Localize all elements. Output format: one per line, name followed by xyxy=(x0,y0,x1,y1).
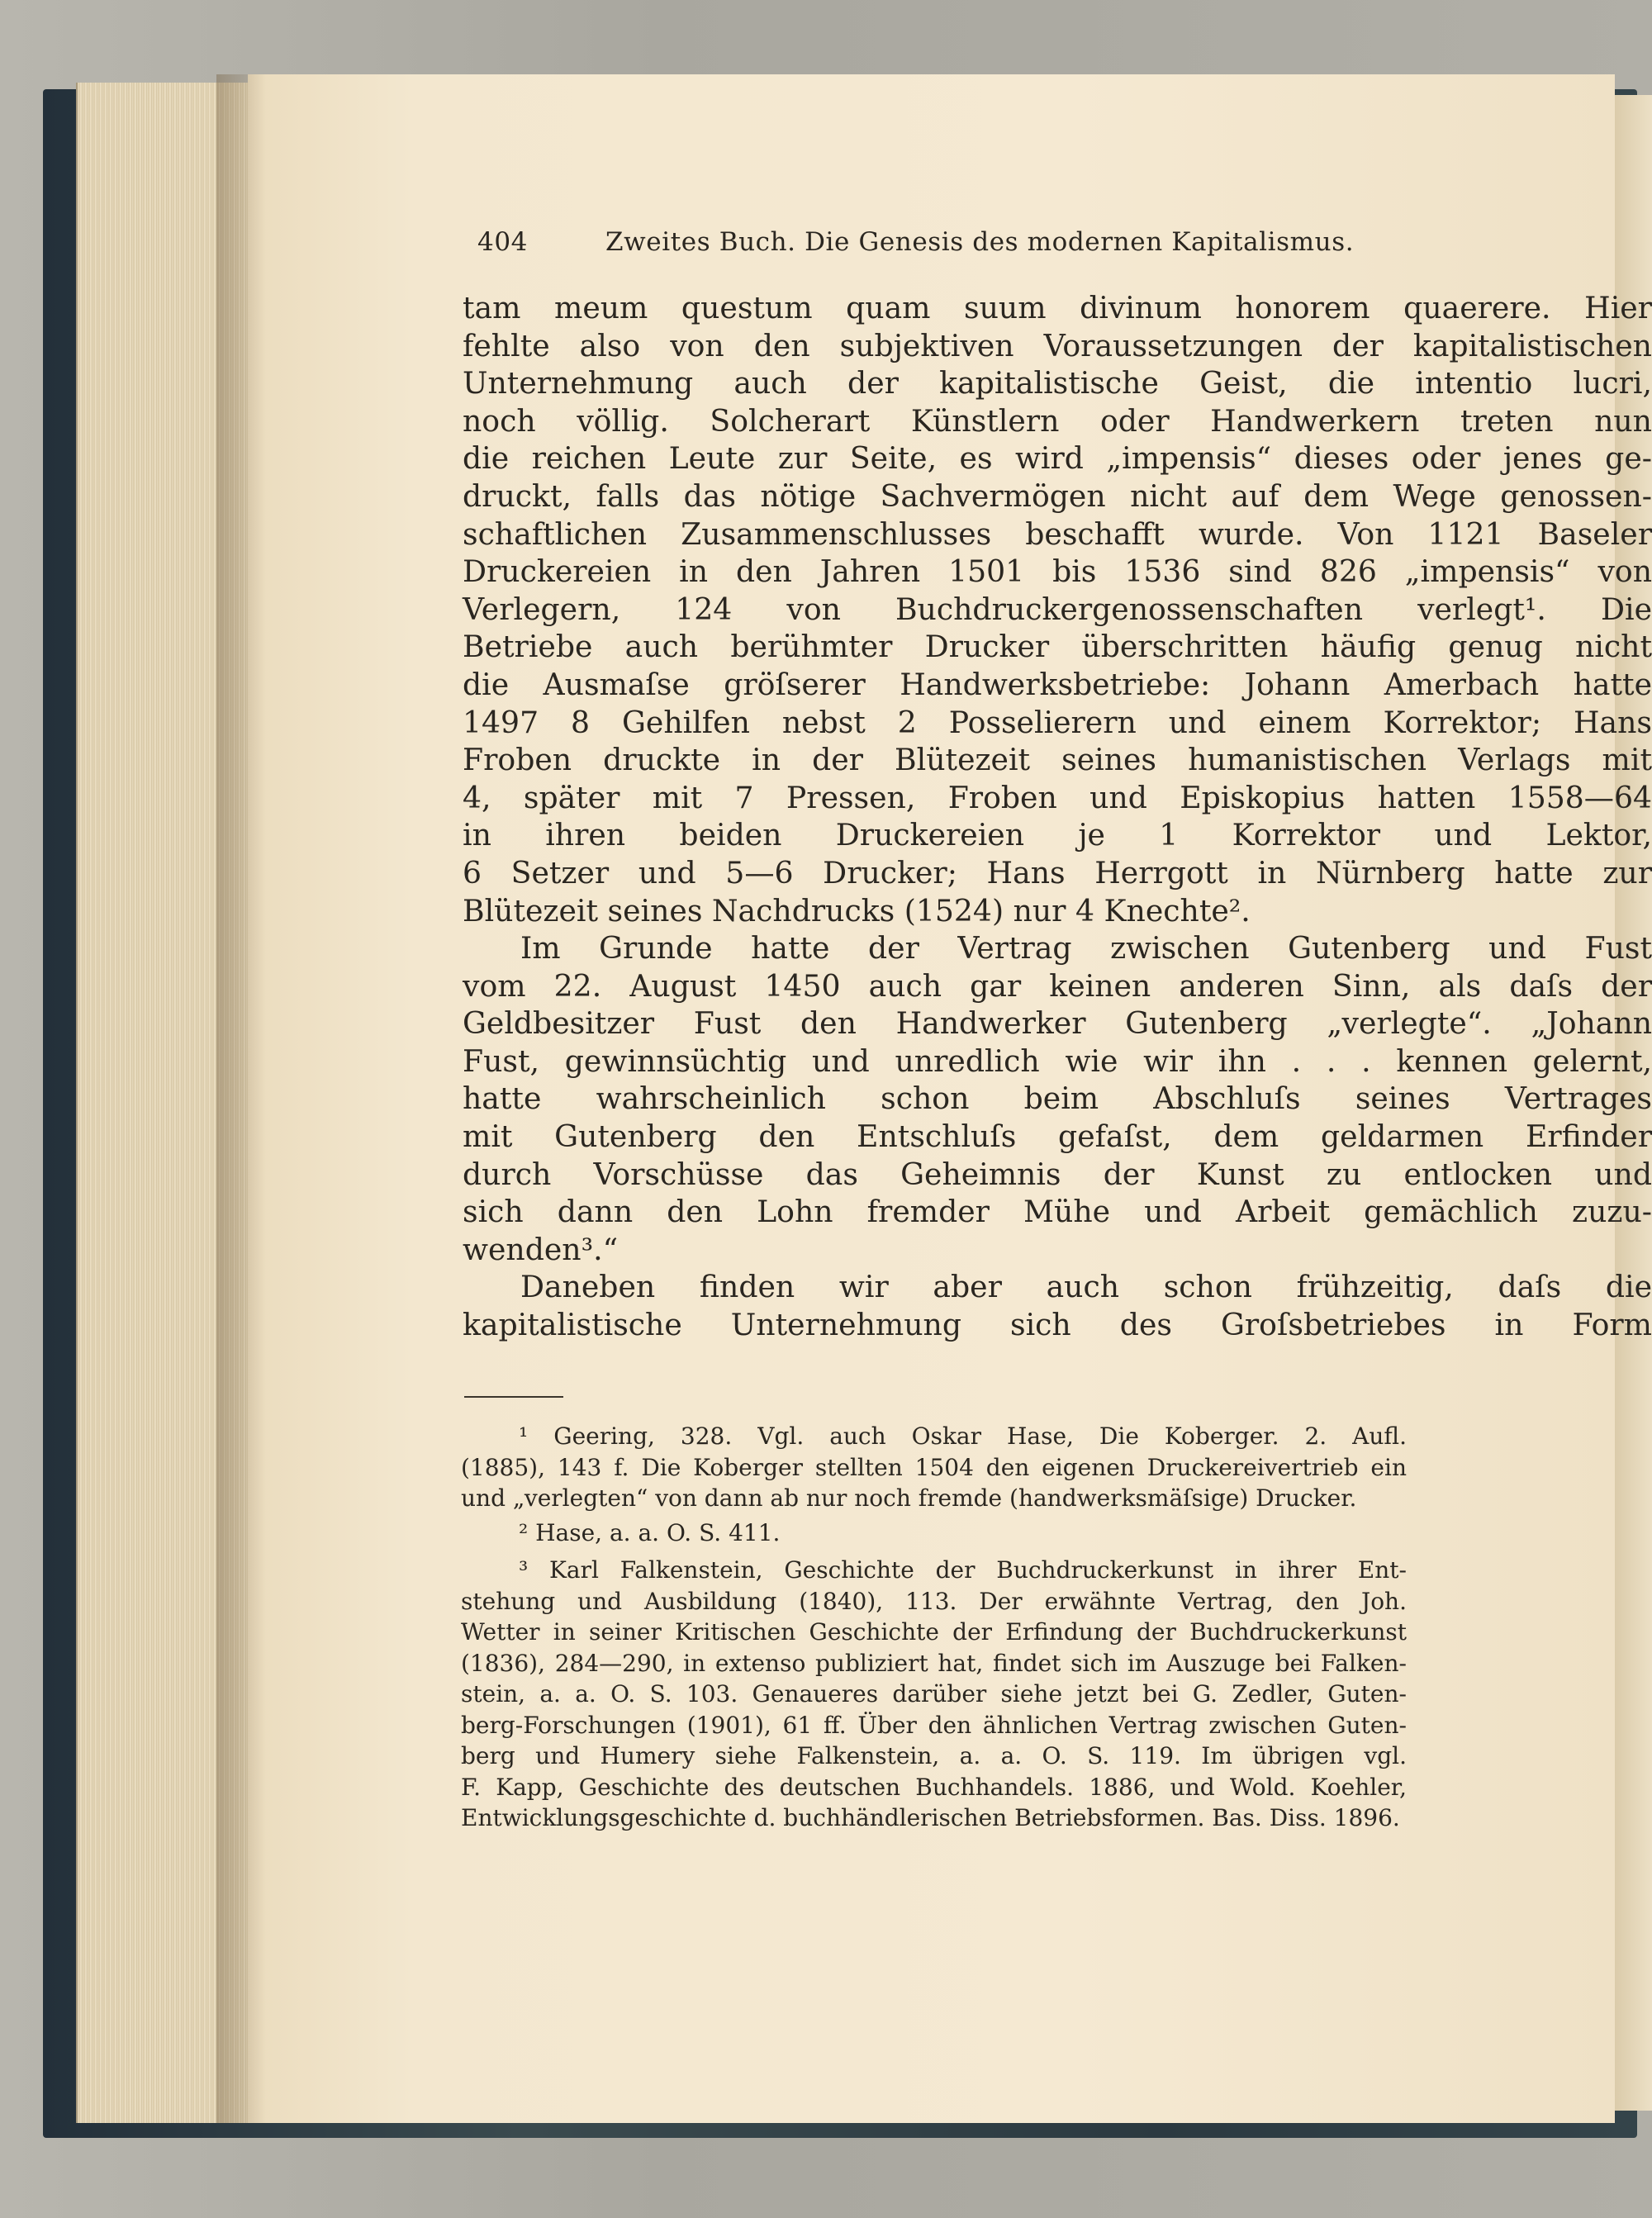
footnote-1 xyxy=(461,1421,1407,1514)
text-line: Fust, gewinnsüchtig und unredlich wie wir ihn . . . kennen gelernt, xyxy=(463,1043,1652,1079)
text-line: schaftlichen Zusammenschlusses beschafft wurde. Von 1121 Baseler xyxy=(463,515,1652,552)
text-line: druckt, falls das nötige Sachvermögen nicht auf dem Wege genossen- xyxy=(463,477,1652,514)
text-line: Betriebe auch berühmter Drucker überschritten häufig genug nicht xyxy=(463,629,1652,665)
footnote-line: stein, a. a. O. S. 103. Genaueres darüber siehe jetzt bei G. Zedler, Guten- xyxy=(461,1680,1407,1707)
text-line: die Ausmaſse gröſserer Handwerksbetriebe: Johann Amerbach hatte xyxy=(463,666,1652,702)
text-line: 6 Setzer und 5—6 Drucker; Hans Herrgott in Nürnberg hatte zur xyxy=(463,854,1652,891)
text-line: mit Gutenberg den Entschluſs gefaſst, dem geldarmen Erfinder xyxy=(463,1118,1652,1155)
text-line: die reichen Leute zur Seite, es wird „impensis“ dieses oder jenes ge- xyxy=(463,440,1652,477)
footnote-line: Entwicklungsgeschichte d. buchhändlerischen Betriebsformen. Bas. Diss. 1896. xyxy=(461,1804,1400,1831)
paragraph-1 xyxy=(463,289,1652,929)
text-line: wenden³.“ xyxy=(463,1231,619,1267)
footnote-line: ¹ Geering, 328. Vgl. auch Oskar Hase, Die Koberger. 2. Aufl. xyxy=(519,1422,1407,1450)
running-head xyxy=(477,227,1650,260)
footnote-line: ³ Karl Falkenstein, Geschichte der Buchdruckerkunst in ihrer Ent- xyxy=(519,1556,1407,1584)
text-line: in ihren beiden Druckereien je 1 Korrektor und Lektor, xyxy=(463,817,1652,853)
text-line: Unternehmung auch der kapitalistische Geist, die intentio lucri, xyxy=(463,365,1652,401)
text-line: vom 22. August 1450 auch gar keinen anderen Sinn, als daſs der xyxy=(463,967,1652,1004)
page-number: 404 xyxy=(477,227,528,257)
text-line: Daneben finden wir aber auch schon frühzeitig, daſs die xyxy=(520,1269,1652,1305)
footnote-rule xyxy=(464,1396,563,1398)
running-title: Zweites Buch. Die Genesis des modernen Kapitalismus. xyxy=(605,227,1355,257)
footnote-line: (1836), 284—290, in extenso publiziert hat, findet sich im Auszuge bei Falken- xyxy=(461,1649,1407,1677)
text-line: noch völlig. Solcherart Künstlern oder Handwerkern treten nun xyxy=(463,402,1652,439)
text-line: Geldbesitzer Fust den Handwerker Gutenberg „verlegte“. „Johann xyxy=(463,1005,1652,1042)
text-line: Im Grunde hatte der Vertrag zwischen Gutenberg und Fust xyxy=(520,930,1652,967)
text-line: Froben druckte in der Blütezeit seines humanistischen Verlags mit xyxy=(463,742,1652,778)
paragraph-2 xyxy=(463,929,1652,1268)
footnote-3 xyxy=(461,1555,1407,1834)
text-line: Verlegern, 124 von Buchdruckergenossenschaften verlegt¹. Die xyxy=(463,591,1652,627)
text-line: kapitalistische Unternehmung sich des Groſsbetriebes in Form xyxy=(463,1307,1652,1343)
text-line: hatte wahrscheinlich schon beim Abschluſs seines Vertrages xyxy=(463,1081,1652,1117)
footnote-line: (1885), 143 f. Die Koberger stellten 1504 den eigenen Druckereivertrieb ein xyxy=(461,1453,1407,1481)
footnote-line: stehung und Ausbildung (1840), 113. Der erwähnte Vertrag, den Joh. xyxy=(461,1587,1407,1615)
text-line: durch Vorschüsse das Geheimnis der Kunst zu entlocken und xyxy=(463,1156,1652,1192)
footnotes xyxy=(461,1421,1407,1834)
text-line: tam meum questum quam suum divinum honorem quaerere. Hier xyxy=(463,290,1652,325)
footnote-2 xyxy=(461,1517,1407,1549)
footnote-line: und „verlegten“ von dann ab nur noch fremde (handwerksmäſsige) Drucker. xyxy=(461,1484,1357,1512)
footnote-line: Wetter in seiner Kritischen Geschichte der Erfindung der Buchdruckerkunst xyxy=(461,1618,1407,1646)
text-line: sich dann den Lohn fremder Mühe und Arbeit gemächlich zuzu- xyxy=(463,1194,1652,1230)
footnote-line: F. Kapp, Geschichte des deutschen Buchhandels. 1886, und Wold. Koehler, xyxy=(461,1773,1407,1801)
text-line: fehlte also von den subjektiven Voraussetzungen der kapitalistischen xyxy=(463,327,1652,363)
text-line: Druckereien in den Jahren 1501 bis 1536 sind 826 „impensis“ von xyxy=(463,553,1652,590)
text-line: 4, später mit 7 Pressen, Froben und Episkopius hatten 1558—64 xyxy=(463,779,1652,815)
paragraph-3 xyxy=(463,1268,1652,1343)
footnote-line: ² Hase, a. a. O. S. 411. xyxy=(519,1518,781,1546)
body-text xyxy=(463,289,1652,1344)
book-page xyxy=(248,74,1652,2123)
text-line: Blütezeit seines Nachdrucks (1524) nur 4 Knechte². xyxy=(463,892,1251,929)
footnote-line: berg-Forschungen (1901), 61 ff. Über den ähnlichen Vertrag zwischen Guten- xyxy=(461,1711,1407,1739)
footnote-line: berg und Humery siehe Falkenstein, a. a. O. S. 119. Im übrigen vgl. xyxy=(461,1742,1407,1769)
gutter-shadow xyxy=(216,74,266,2123)
text-line: 1497 8 Gehilfen nebst 2 Posselierern und einem Korrektor; Hans xyxy=(463,704,1652,740)
